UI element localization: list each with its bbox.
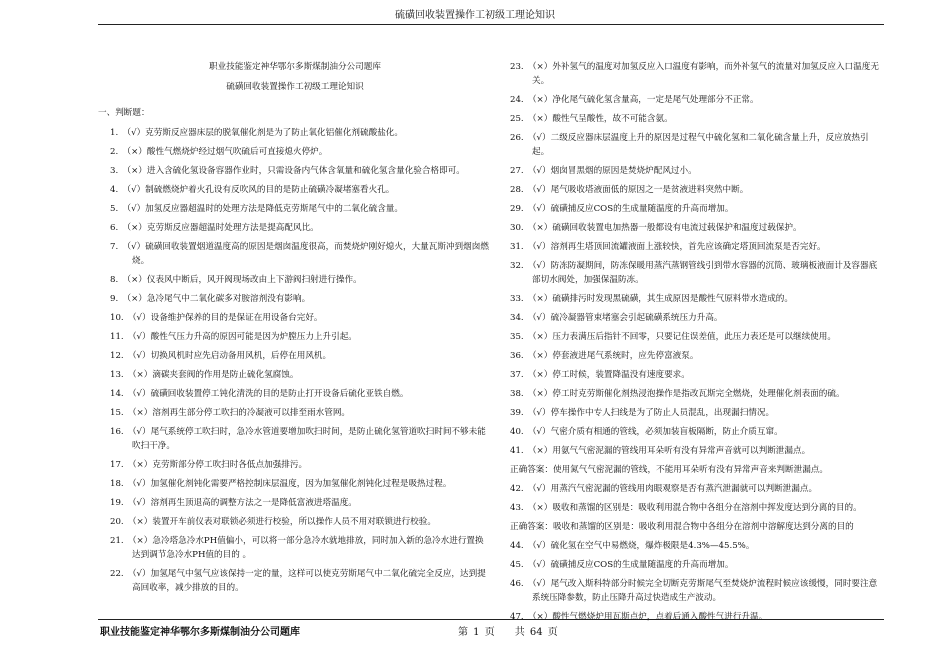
question-item: 45. （√）硫磺捕反应COS的生成量随温度的升高而增加。 <box>510 560 734 570</box>
question-item: 41. （×）用氨气气密泥漏的管线用耳朵听有没有异常声音就可以判断泄漏点。 <box>510 446 811 456</box>
question-item: 25. （×）酸性气呈酸性，故不可能含氨。 <box>510 114 673 124</box>
left-column <box>98 60 492 600</box>
footer-org: 职业技能鉴定神华鄂尔多斯煤制油分公司题库 <box>100 627 300 638</box>
question-item: 8. （×）仪表风中断后，风开阀现场改由上下游阀扫射进行操作。 <box>110 275 362 285</box>
question-item: 2. （×）酸性气燃烧炉经过烟气吹硫后可直接熄火停炉。 <box>110 147 328 157</box>
question-item: 29. （√）硫磺捕反应COS的生成量随温度的升高而增加。 <box>510 204 734 214</box>
question-item: 13. （×）滴碳夹套阀的作用是防止硫化氢腐蚀。 <box>110 370 299 380</box>
question-item: 33. （×）硫磺排污时发现黑硫磺，其生成原因是酸性气原料带水造成的。 <box>510 294 793 304</box>
question-item: 21. （×）急冷塔急冷水PH值偏小，可以将一部分急冷水就地排放，同时加入新的急冷水进行置换达到调节急冷水PH值的目的 。 <box>110 536 484 560</box>
question-item: 23. （×）外补氢气的温度对加氢反应入口温度有影响，而外补氢气的流量对加氢反应入口温度无关。 <box>510 62 879 86</box>
question-item: 18. （√）加氢催化剂钝化需要严格控制床层温度，因为加氢催化剂钝化过程是吸热过程。 <box>110 479 452 489</box>
org-title: 职业技能鉴定神华鄂尔多斯煤制油分公司题库 <box>209 62 381 72</box>
header-rule <box>98 24 884 25</box>
question-item: 36. （×）停套液进尾气系统时，应先停富液泵。 <box>510 351 699 361</box>
question-item: 37. （×）停工时候，装置降温没有速度要求。 <box>510 370 690 380</box>
question-item: 16. （√）尾气系统停工吹扫时，急冷水管道要增加吹扫时间，是防止硫化氢管道吹扫时间不够未能吹扫干净。 <box>110 427 486 451</box>
question-item: 26. （√）二级反应器床层温度上升的原因是过程气中硫化氢和二氧化硫含量上升，反应放热引起。 <box>510 133 869 157</box>
correct-answer-note: 正确答案：使用氮气气密泥漏的管线，不能用耳朵听有没有异常声音来判断泄漏点。 <box>510 465 828 475</box>
question-item: 46. （√）尾气改入斯科特部分时候完全切断克劳斯尾气至焚烧炉流程时候应该缓慢，同时要注意系统压降参数，防止压降升高过快造成生产波动。 <box>510 579 878 603</box>
question-item: 38. （×）停工时克劳斯催化剂热浸泡操作是指改瓦斯完全燃烧，处理催化剂表面的硫。 <box>510 389 845 399</box>
section-heading: 一、判断题： <box>98 108 150 118</box>
page-header-title: 硫磺回收装置操作工初级工理论知识 <box>395 10 555 21</box>
question-item: 6. （×）克劳斯反应器超温时处理方法是提高配风比。 <box>110 223 319 233</box>
question-item: 24. （×）净化尾气硫化氢含量高，一定是尾气处理部分不正常。 <box>510 95 759 105</box>
question-item: 19. （√）溶剂再生顶退高的调整方法之一是降低富液进塔温度。 <box>110 498 357 508</box>
question-item: 39. （√）停车操作中专人扫线是为了防止人员混乱，出现漏扫情况。 <box>510 408 775 418</box>
page-number: 第 1 页 共 64 页 <box>458 627 558 638</box>
question-item: 44. （√）硫化氢在空气中易燃烧，爆炸极限是4.3%—45.5%。 <box>510 541 755 551</box>
question-item: 4. （√）制硫燃烧炉着火孔设有反吹风的目的是防止硫磺冷凝堵塞看火孔。 <box>110 185 395 195</box>
correct-answer-note: 正确答案：吸收和蒸馏的区别是：吸收利用混合物中各组分在溶剂中溶解度达到分离的目的 <box>510 522 854 532</box>
question-item: 15. （×）溶剂再生部分停工吹扫的冷凝液可以排至雨水管网。 <box>110 408 351 418</box>
question-item: 10. （√）设备维护保养的目的是保证在用设备台完好。 <box>110 313 323 323</box>
question-item: 34. （√）硫冷凝器管束堵塞会引起硫磺系统压力升高。 <box>510 313 723 323</box>
footer-rule <box>98 619 884 620</box>
question-item: 31. （√）溶剂再生塔顶回流罐液面上涨较快，首先应该确定塔顶回流泵是否完好。 <box>510 242 826 252</box>
question-item: 20. （×）装置开车前仪表对联锁必须进行校验，所以操作人员不用对联锁进行校验。 <box>110 517 436 527</box>
question-item: 5. （√）加氢反应器超温时的处理方法是降低克劳斯尾气中的二氧化硫含量。 <box>110 204 403 214</box>
question-item: 11. （√）酸性气压力升高的原因可能是因为炉膛压力上升引起。 <box>110 332 357 342</box>
question-item: 17. （×）克劳斯部分停工吹扫时各低点加强排污。 <box>110 460 308 470</box>
question-item: 27. （√）烟囱冒黑烟的原因是焚烧炉配风过小。 <box>510 166 697 176</box>
question-item: 9. （×）急冷尾气中二氧化碳多对胺溶剂没有影响。 <box>110 294 311 304</box>
question-item: 28. （√）尾气吸收塔液面低的原因之一是贫液进料突然中断。 <box>510 185 749 195</box>
document-title: 硫磺回收装置操作工初级工理论知识 <box>226 82 364 92</box>
question-item: 7. （√）硫磺回收装置烟道温度高的原因是烟囱温度很高，而焚烧炉刚好熄火，大量瓦斯冲到烟囱燃烧。 <box>110 242 489 266</box>
right-column <box>498 60 884 629</box>
question-item: 40. （√）气密介质有相通的管线，必须加装盲板隔断，防止介质互窜。 <box>510 427 783 437</box>
question-item: 1. （√）克劳斯反应器床层的脱氧催化剂是为了防止氧化铝催化剂硫酸盐化。 <box>110 128 403 138</box>
question-item: 3. （×）进入含硫化氢设备容器作业时，只需设备内气体含氧量和硫化氢含量化验合格即可。 <box>110 166 465 176</box>
question-item: 43. （×）吸收和蒸馏的区别是：吸收利用混合物中各组分在溶剂中挥发度达到分离的目的。 <box>510 503 862 513</box>
question-item: 12. （√）切换风机时应先启动备用风机，后停在用风机。 <box>110 351 332 361</box>
question-item: 22. （√）加氢尾气中氢气应该保持一定的量，这样可以使克劳斯尾气中二氧化硫完全反应，达到提高回收率，减少排放的目的。 <box>110 569 486 593</box>
question-item: 30. （×）硫磺回收装置电加热器一般都设有电流过载保护和温度过载保护。 <box>510 223 802 233</box>
question-item: 14. （√）硫磺回收装置停工钝化清洗的目的是防止打开设备后硫化亚铁自燃。 <box>110 389 409 399</box>
question-item: 47. （×）酸性气燃烧炉用瓦斯点炉，点着后通入酸性气进行升温。 <box>510 612 768 622</box>
question-item: 35. （×）压力表满压后指针不回零，只要记住误差值，此压力表还是可以继续使用。 <box>510 332 836 342</box>
question-item: 32. （√）防冻防凝期间，防冻保暖用蒸汽蒸钢管线引到带水容器的沉筒、玻璃板液面计及容器底部切水阀处，加强保温防冻。 <box>510 261 878 285</box>
question-item: 42. （√）用蒸汽气密泥漏的管线用肉眼观察是否有蒸汽泄漏就可以判断泄漏点。 <box>510 484 818 494</box>
